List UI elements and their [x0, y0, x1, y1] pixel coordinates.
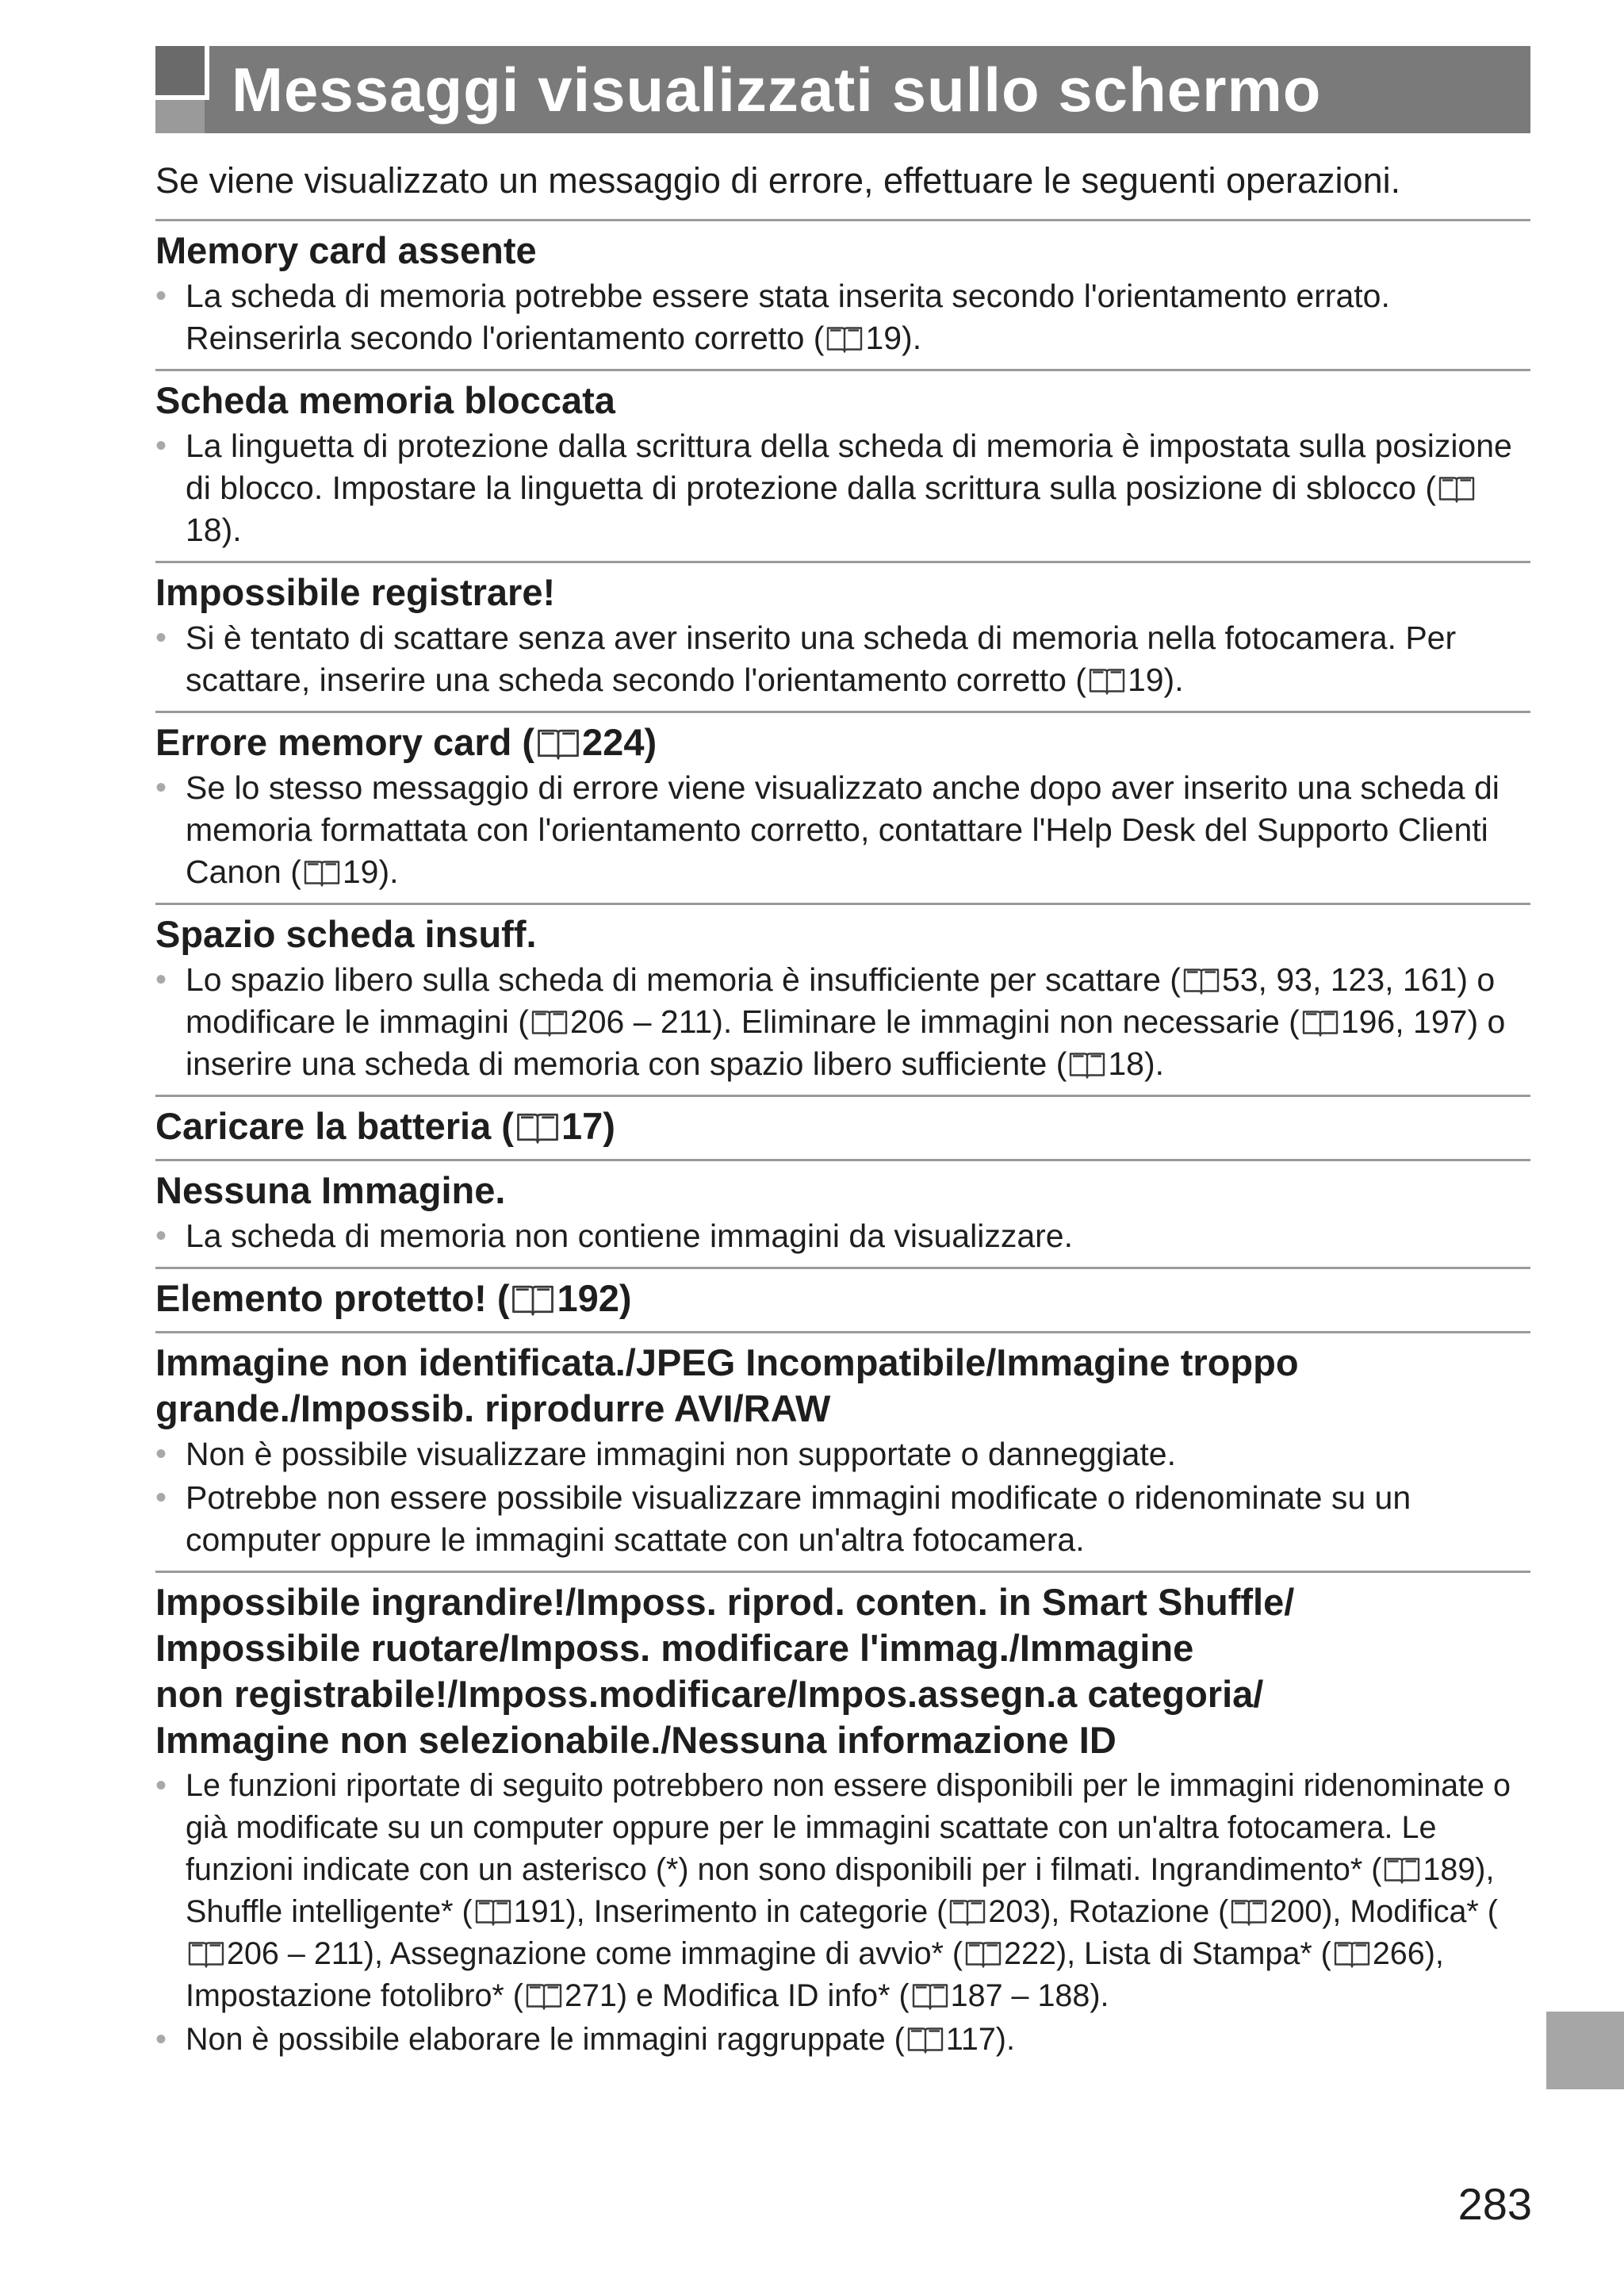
book-icon — [964, 1939, 1002, 1968]
bullet-dot-icon: • — [155, 428, 167, 463]
bullet-dot-icon: • — [155, 278, 167, 313]
page-reference: 271 — [564, 1978, 617, 2013]
book-icon — [1182, 966, 1220, 995]
bullet-item — [155, 1477, 1530, 1561]
message-section — [155, 219, 1530, 369]
page-reference: 206 – 211 — [569, 1003, 713, 1040]
page-reference: 224 — [582, 721, 645, 763]
page-reference: 200 — [1270, 1894, 1323, 1929]
message-heading-line: Spazio scheda insuff. — [155, 913, 537, 955]
message-heading-line: Impossibile registrare! — [155, 571, 556, 613]
bullet-item — [155, 1765, 1530, 2017]
book-icon — [1301, 1008, 1339, 1037]
bullet-dot-icon: • — [155, 1480, 167, 1515]
message-heading-line: Scheda memoria bloccata — [155, 379, 615, 421]
text-span: ), Inserimento in categorie ( — [565, 1894, 948, 1929]
message-heading — [155, 1275, 1530, 1321]
bullet-item — [155, 1433, 1530, 1475]
page-reference: 18 — [186, 512, 222, 548]
book-icon — [1068, 1050, 1106, 1079]
page-reference: 189 — [1423, 1852, 1476, 1887]
text-span: ), Modifica* ( — [1322, 1894, 1498, 1929]
text-span: ) — [644, 721, 657, 763]
text-span: Non è possibile elaborare le immagini raggruppate ( — [186, 2022, 905, 2057]
chapter-tab — [1546, 2012, 1624, 2089]
bullet-dot-icon: • — [155, 1768, 167, 1803]
message-list — [155, 219, 1530, 2070]
text-span: Non è possibile visualizzare immagini non supportate o danneggiate. — [186, 1436, 1176, 1472]
text-span: Potrebbe non essere possibile visualizzare immagini modificate o ridenominate su un computer oppure le immagini scattate con un'altra fotocamera. — [186, 1479, 1411, 1558]
message-heading — [155, 1103, 1530, 1149]
message-heading — [155, 719, 1530, 765]
text-span: Elemento protetto! ( — [155, 1277, 510, 1319]
book-icon — [1230, 1897, 1268, 1926]
text-span: Le funzioni riportate di seguito potrebbero non essere disponibili per le immagini ridenominate o già modificate su un computer oppure per le immagini scattate con un'altra fotocamera. Le funzioni indicate con un asterisco (*) non sono disponibili per i filmati. Ingrandimento* ( — [186, 1768, 1511, 1887]
bullet-item — [155, 767, 1530, 893]
text-span: Caricare la batteria ( — [155, 1105, 514, 1147]
message-section — [155, 1571, 1530, 2070]
bullet-dot-icon: • — [155, 2022, 167, 2057]
title-corner-square-icon — [155, 46, 209, 100]
text-span: ). — [1090, 1978, 1109, 2013]
text-span: La linguetta di protezione dalla scrittura della scheda di memoria è impostata sulla posizione di blocco. Impostare la linguetta di protezione dalla scrittura sulla posizione di sblocco ( — [186, 428, 1512, 506]
book-icon — [474, 1897, 512, 1926]
book-icon — [511, 1283, 555, 1316]
page-reference: 222 — [1004, 1936, 1056, 1971]
text-span: ), Shuffle intelligente* ( — [186, 1852, 1495, 1929]
text-span: ) o modificare le immagini ( — [186, 961, 1496, 1040]
message-heading — [155, 570, 1530, 616]
text-span: ) — [619, 1277, 632, 1319]
page-reference: 192 — [557, 1277, 619, 1319]
page-reference: 187 – 188 — [950, 1978, 1090, 2013]
book-icon — [530, 1008, 569, 1037]
text-span: ), Rotazione ( — [1040, 1894, 1229, 1929]
message-heading-line: Impossibile ruotare/Imposs. modificare l'immag./Immagine — [155, 1627, 1194, 1669]
book-icon — [303, 858, 341, 887]
message-heading — [155, 378, 1530, 424]
book-icon — [948, 1897, 986, 1926]
message-section — [155, 903, 1530, 1095]
text-span: La scheda di memoria potrebbe essere stata inserita secondo l'orientamento errato. Reinserirla secondo l'orientamento corretto ( — [186, 278, 1390, 356]
book-icon — [825, 324, 864, 353]
message-section — [155, 1331, 1530, 1571]
text-span: La scheda di memoria non contiene immagini da visualizzare. — [186, 1218, 1073, 1254]
message-heading-line: Memory card assente — [155, 229, 537, 271]
book-icon — [1088, 666, 1126, 695]
text-span: ). — [221, 512, 242, 548]
page-reference: 266 — [1372, 1936, 1425, 1971]
text-span: Se lo stesso messaggio di errore viene visualizzato anche dopo aver inserito una scheda di memoria formattata con l'orientamento corretto, contattare l'Help Desk del Supporto Clienti Canon ( — [186, 769, 1500, 890]
book-icon — [515, 1110, 560, 1144]
bullet-dot-icon: • — [155, 770, 167, 805]
message-heading-line: Immagine non selezionabile./Nessuna informazione ID — [155, 1719, 1116, 1761]
text-span: ), Impostazione fotolibro* ( — [186, 1936, 1444, 2013]
title-corner-shade — [155, 100, 205, 133]
text-span: ). — [1143, 1045, 1165, 1082]
text-span: ) e Modifica ID info* ( — [616, 1978, 910, 2013]
book-icon — [1333, 1939, 1371, 1968]
book-icon — [1438, 474, 1476, 503]
text-span: Errore memory card ( — [155, 721, 535, 763]
text-span: Si è tentato di scattare senza aver inserito una scheda di memoria nella fotocamera. Per scattare, inserire una scheda secondo l'orientamento corretto ( — [186, 619, 1457, 698]
message-heading — [155, 1340, 1530, 1432]
message-heading — [155, 911, 1530, 957]
message-section — [155, 711, 1530, 903]
book-icon — [187, 1939, 225, 1968]
intro-text: Se viene visualizzato un messaggio di errore, effettuare le seguenti operazioni. — [155, 160, 1401, 201]
book-icon — [1383, 1855, 1421, 1884]
page-reference: 17 — [561, 1105, 603, 1147]
book-icon — [906, 2025, 944, 2054]
bullet-item — [155, 275, 1530, 359]
text-span: ), Lista di Stampa* ( — [1055, 1936, 1331, 1971]
text-span: ). — [378, 853, 399, 890]
message-section — [155, 1095, 1530, 1159]
text-span: ). — [1163, 662, 1184, 698]
message-heading-line: Immagine non identificata./JPEG Incompatibile/Immagine troppo grande./Impossib. riprodurre AVI/RAW — [155, 1341, 1299, 1429]
message-heading — [155, 1168, 1530, 1214]
text-span: ), Assegnazione come immagine di avvio* ( — [363, 1936, 963, 1971]
message-section — [155, 1159, 1530, 1267]
message-heading — [155, 1579, 1530, 1763]
page-reference: 196, 197 — [1340, 1003, 1468, 1040]
text-span: ) — [603, 1105, 615, 1147]
book-icon — [536, 727, 580, 760]
text-span: ). — [995, 2022, 1015, 2057]
book-icon — [911, 1981, 949, 2010]
page-reference: 19 — [865, 320, 902, 356]
text-span: ). Eliminare le immagini non necessarie ( — [712, 1003, 1300, 1040]
message-heading — [155, 228, 1530, 274]
message-section — [155, 369, 1530, 561]
bullet-item — [155, 2019, 1530, 2061]
book-icon — [525, 1981, 563, 2010]
bullet-dot-icon: • — [155, 962, 167, 997]
message-section — [155, 561, 1530, 711]
text-span: ). — [902, 320, 922, 356]
bullet-item — [155, 617, 1530, 701]
message-section — [155, 1267, 1530, 1331]
bullet-dot-icon: • — [155, 1218, 167, 1253]
message-heading-line: non registrabile!/Imposs.modificare/Impos.assegn.a categoria/ — [155, 1673, 1264, 1715]
message-heading-line: Impossibile ingrandire!/Imposs. riprod. conten. in Smart Shuffle/ — [155, 1581, 1295, 1623]
text-span: Lo spazio libero sulla scheda di memoria è insufficiente per scattare ( — [186, 961, 1181, 998]
page-reference: 18 — [1108, 1045, 1144, 1082]
page-number: 283 — [1457, 2179, 1532, 2229]
bullet-item — [155, 959, 1530, 1085]
page-reference: 117 — [945, 2022, 996, 2057]
message-heading-line: Nessuna Immagine. — [155, 1169, 506, 1211]
page-reference: 191 — [513, 1894, 566, 1929]
bullet-dot-icon: • — [155, 1437, 167, 1471]
bullet-item — [155, 1215, 1530, 1257]
bullet-item — [155, 425, 1530, 551]
page-reference: 19 — [342, 853, 379, 890]
page-reference: 19 — [1127, 662, 1164, 698]
page-reference: 206 – 211 — [227, 1936, 364, 1971]
page-reference: 203 — [988, 1894, 1041, 1929]
bullet-dot-icon: • — [155, 620, 167, 655]
page-reference: 53, 93, 123, 161 — [1221, 961, 1457, 998]
text-span: ) o inserire una scheda di memoria con spazio libero sufficiente ( — [186, 1003, 1506, 1082]
page-title: Messaggi visualizzati sullo schermo — [232, 55, 1322, 125]
